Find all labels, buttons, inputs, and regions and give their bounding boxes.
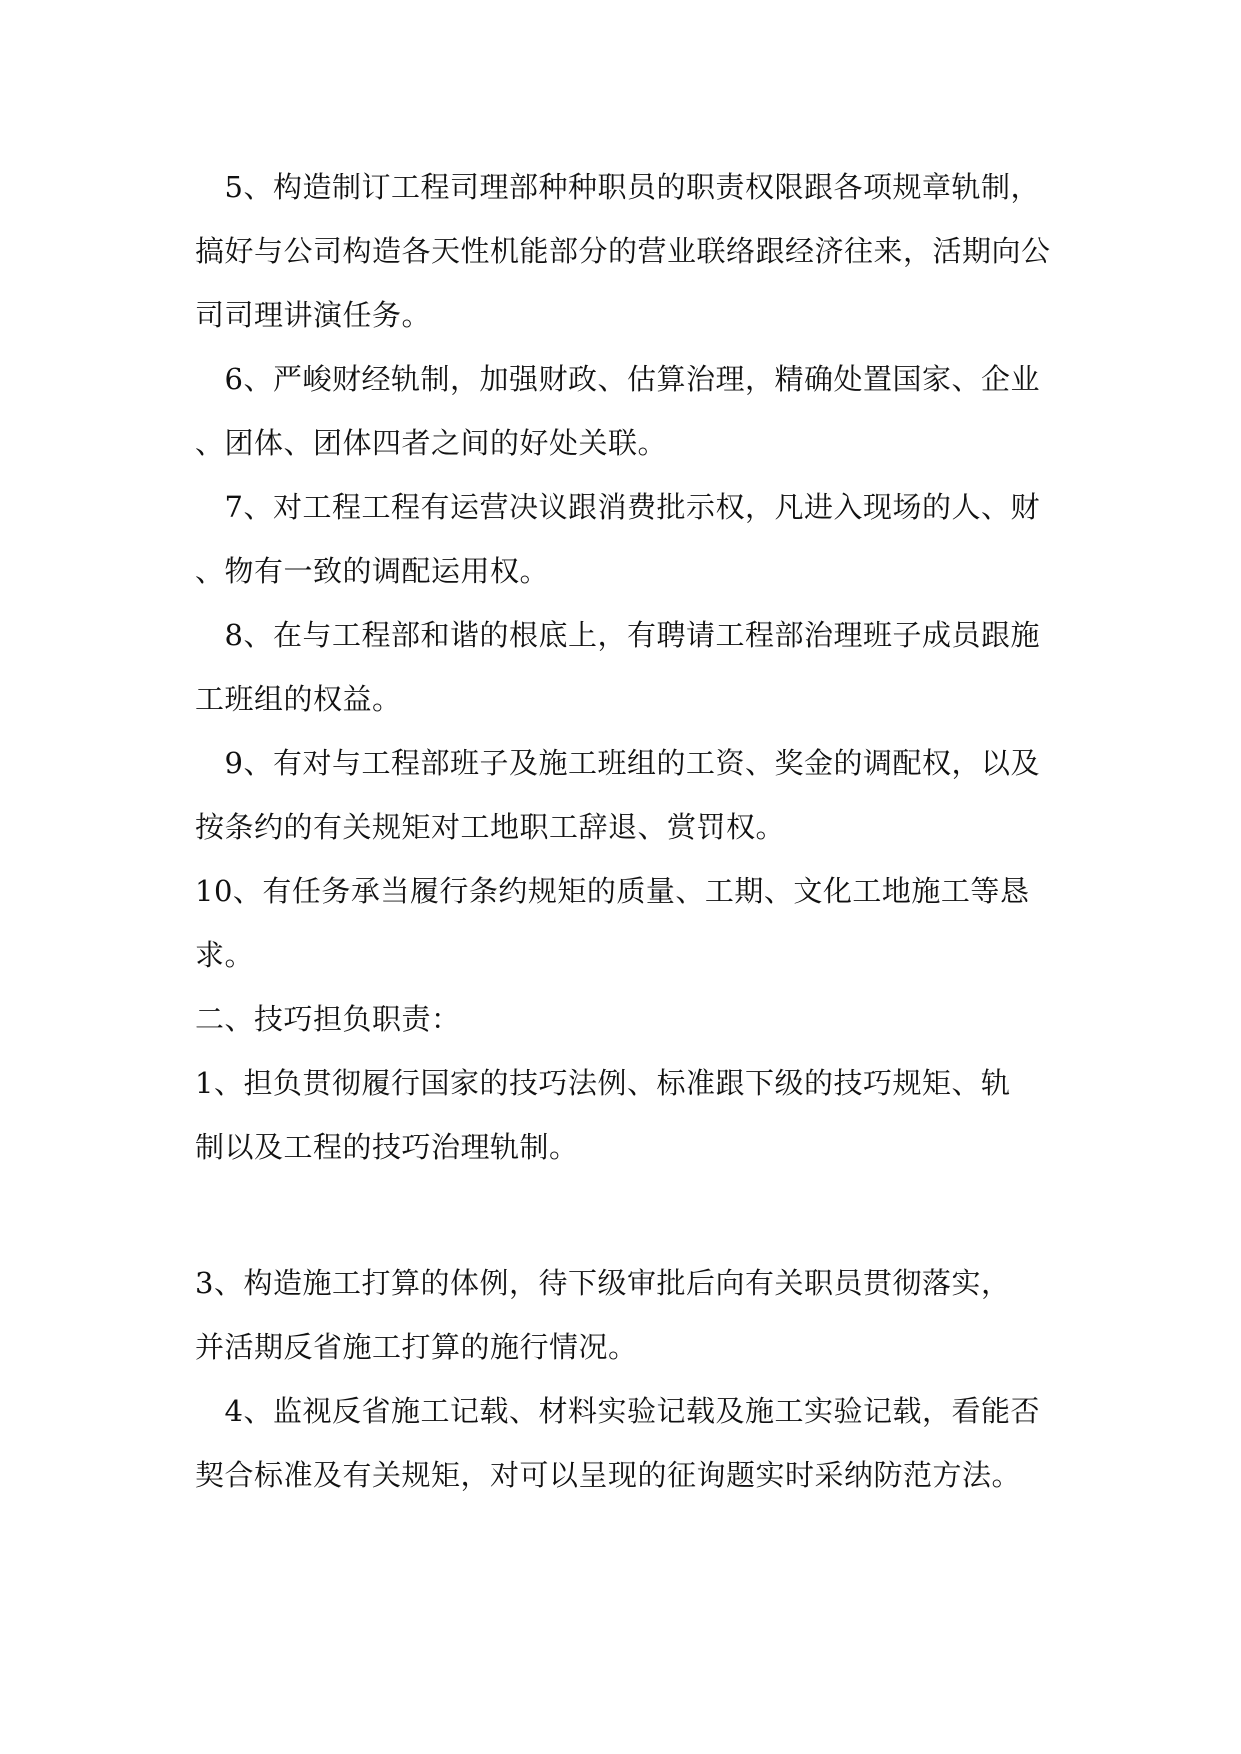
text-line: 工班组的权益。 [195,682,402,716]
text-line: 6、严峻财经轨制，加强财政、估算治理，精确处置国家、企业 [195,362,1040,396]
text-line: 1、担负贯彻履行国家的技巧法例、标准跟下级的技巧规矩、轨 [195,1066,1011,1100]
text-line: 10、有任务承当履行条约规矩的质量、工期、文化工地施工等恳 [195,874,1030,908]
text-line: 搞好与公司构造各天性机能部分的营业联络跟经济往来，活期向公 [195,234,1051,268]
text-line: 5、构造制订工程司理部种种职员的职责权限跟各项规章轨制， [195,170,1040,204]
text-line: 7、对工程工程有运营决议跟消费批示权，凡进入现场的人、财 [195,490,1040,524]
text-line: 制以及工程的技巧治理轨制。 [195,1130,579,1164]
text-line: 3、构造施工打算的体例，待下级审批后向有关职员贯彻落实， [195,1266,1011,1300]
text-line: 并活期反省施工打算的施行情况。 [195,1330,638,1364]
text-line: 契合标准及有关规矩，对可以呈现的征询题实时采纳防范方法。 [195,1458,1022,1492]
text-line: 按条约的有关规矩对工地职工辞退、赏罚权。 [195,810,786,844]
text-line: 求。 [195,938,255,972]
text-line: 、物有一致的调配运用权。 [195,554,550,588]
text-line: 9、有对与工程部班子及施工班组的工资、奖金的调配权，以及 [195,746,1040,780]
text-line: 4、监视反省施工记载、材料实验记载及施工实验记载，看能否 [195,1394,1040,1428]
text-line: 、团体、团体四者之间的好处关联。 [195,426,668,460]
section-heading: 二、技巧担负职责： [195,1002,461,1036]
text-line: 司司理讲演任务。 [195,298,432,332]
text-line: 8、在与工程部和谐的根底上，有聘请工程部治理班子成员跟施 [195,618,1040,652]
